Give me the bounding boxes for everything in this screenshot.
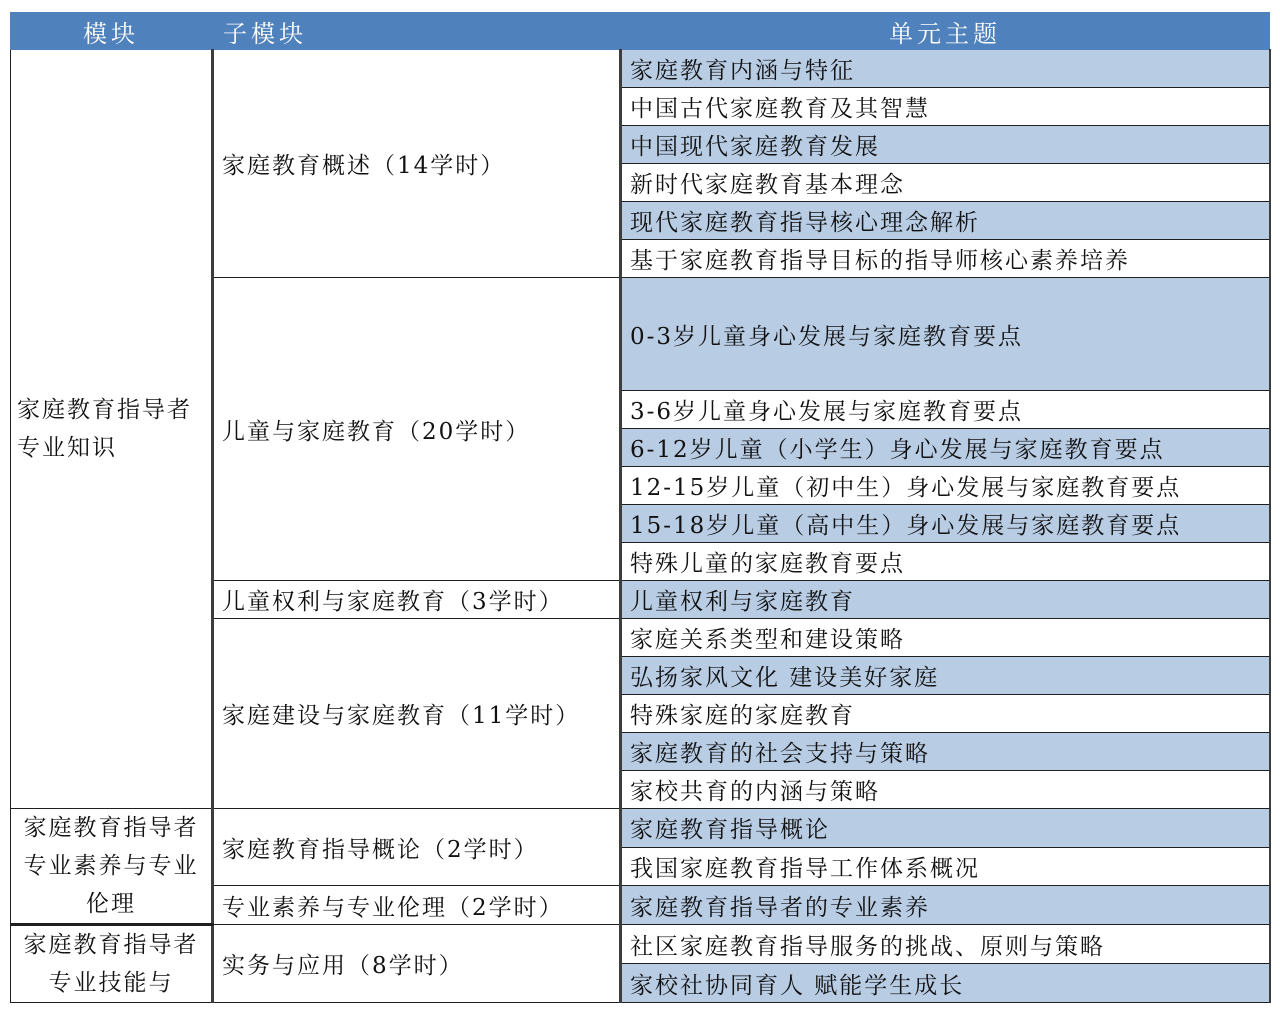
unit-cell: 现代家庭教育指导核心理念解析 — [621, 202, 1270, 240]
submodule-cell: 专业素养与专业伦理（2学时） — [213, 886, 621, 925]
unit-cell: 我国家庭教育指导工作体系概况 — [621, 847, 1270, 886]
submodule-cell: 家庭教育指导概论（2学时） — [213, 809, 621, 886]
unit-cell: 12-15岁儿童（初中生）身心发展与家庭教育要点 — [621, 467, 1270, 505]
unit-cell: 社区家庭教育指导服务的挑战、原则与策略 — [621, 925, 1270, 964]
submodule-cell: 儿童与家庭教育（20学时） — [213, 278, 621, 581]
unit-cell: 家庭关系类型和建设策略 — [621, 619, 1270, 657]
unit-cell: 弘扬家风文化 建设美好家庭 — [621, 657, 1270, 695]
header-module: 模块 — [11, 13, 213, 50]
unit-cell: 中国现代家庭教育发展 — [621, 126, 1270, 164]
unit-cell: 中国古代家庭教育及其智慧 — [621, 88, 1270, 126]
submodule-cell: 实务与应用（8学时） — [213, 925, 621, 1003]
curriculum-table — [10, 12, 1271, 1003]
table-row — [11, 925, 1270, 964]
unit-cell: 家庭教育指导者的专业素养 — [621, 886, 1270, 925]
unit-cell: 家庭教育的社会支持与策略 — [621, 733, 1270, 771]
module-cell: 家庭教育指导者专业技能与 — [11, 925, 213, 1003]
table-row — [11, 809, 1270, 848]
unit-cell: 特殊儿童的家庭教育要点 — [621, 543, 1270, 581]
submodule-cell: 家庭建设与家庭教育（11学时） — [213, 619, 621, 809]
submodule-cell: 儿童权利与家庭教育（3学时） — [213, 581, 621, 619]
unit-cell: 3-6岁儿童身心发展与家庭教育要点 — [621, 391, 1270, 429]
unit-cell: 6-12岁儿童（小学生）身心发展与家庭教育要点 — [621, 429, 1270, 467]
unit-cell: 家庭教育内涵与特征 — [621, 50, 1270, 88]
unit-cell: 新时代家庭教育基本理念 — [621, 164, 1270, 202]
header-unit: 单元主题 — [621, 13, 1270, 50]
submodule-cell: 家庭教育概述（14学时） — [213, 50, 621, 278]
unit-cell: 家校共育的内涵与策略 — [621, 771, 1270, 809]
unit-cell: 0-3岁儿童身心发展与家庭教育要点 — [621, 278, 1270, 391]
header-submodule: 子模块 — [213, 13, 621, 50]
unit-cell: 家庭教育指导概论 — [621, 809, 1270, 848]
table-row — [11, 50, 1270, 88]
unit-cell: 家校社协同育人 赋能学生成长 — [621, 964, 1270, 1003]
unit-cell: 特殊家庭的家庭教育 — [621, 695, 1270, 733]
unit-cell: 基于家庭教育指导目标的指导师核心素养培养 — [621, 240, 1270, 278]
header-row — [11, 13, 1270, 50]
unit-cell: 15-18岁儿童（高中生）身心发展与家庭教育要点 — [621, 505, 1270, 543]
module-cell: 家庭教育指导者专业素养与专业伦理 — [11, 809, 213, 925]
unit-cell: 儿童权利与家庭教育 — [621, 581, 1270, 619]
module-cell: 家庭教育指导者专业知识 — [11, 50, 213, 809]
